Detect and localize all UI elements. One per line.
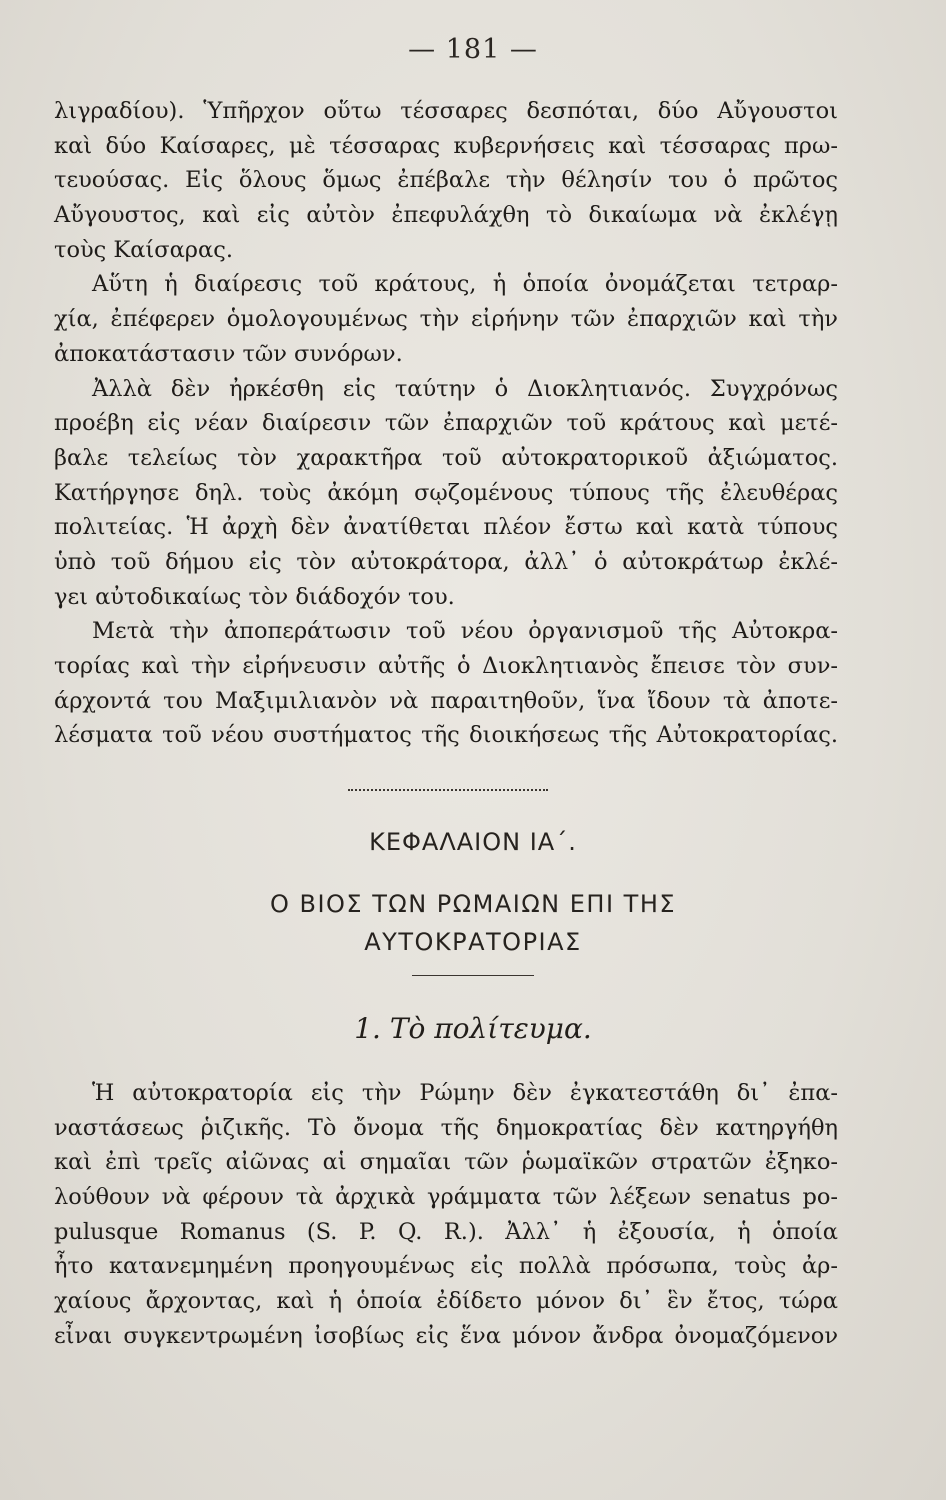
paragraph-line: ἀποκατάστασιν τῶν συνόρων. [54, 340, 403, 367]
paragraph-line: εἶναι συγκεντρωμένη ἰσοβίως εἰς ἕνα μόνον ἄνδρα ὀνομαζόμενον [54, 1322, 838, 1349]
paragraph-line: προέβη εἰς νέαν διαίρεσιν τῶν ἐπαρχιῶν τοῦ κράτους καὶ μετέ- [54, 410, 838, 437]
paragraph-line: λέσματα τοῦ νέου συστήματος τῆς διοικήσεως τῆς Αὐτοκρατορίας. [54, 722, 838, 749]
paragraph-line: καὶ δύο Καίσαρες, μὲ τέσσαρας κυβερνήσεις καὶ τέσσαρας πρω- [54, 132, 838, 159]
paragraph-line: ναστάσεως ῥιζικῆς. Τὸ ὄνομα τῆς δημοκρατίας δὲν κατηργήθη [54, 1114, 838, 1141]
paragraph-line: καὶ ἐπὶ τρεῖς αἰῶνας αἱ σημαῖαι τῶν ῥωμαϊκῶν στρατῶν ἐξηκο- [54, 1149, 838, 1176]
chapter-title-line: ΑΥΤΟΚΡΑΤΟΡΙΑΣ [364, 928, 582, 956]
upper-text-block [54, 94, 838, 753]
paragraph-line: Ἡ αὐτοκρατορία εἰς τὴν Ρώμην δὲν ἐγκατεστάθη δι᾽ ἐπα- [92, 1080, 838, 1106]
page-number: — 181 — [408, 34, 538, 65]
paragraph-line: πολιτείας. Ἡ ἀρχὴ δὲν ἀνατίθεται πλέον ἔστω καὶ κατὰ τύπους [54, 514, 838, 541]
paragraph-line: γει αὐτοδικαίως τὸν διάδοχόν του. [54, 583, 455, 610]
lower-text-block [54, 1076, 838, 1354]
paragraph-line: Ἀλλὰ δὲν ἠρκέσθη εἰς ταύτην ὁ Διοκλητιανός. Συγχρόνως [92, 375, 838, 402]
title-rule [412, 975, 534, 976]
paragraph-line: Αὕτη ἡ διαίρεσις τοῦ κράτους, ἡ ὁποία ὀνομάζεται τετραρ- [92, 271, 838, 298]
paragraph-line: Κατήργησε δηλ. τοὺς ἀκόμη σῳζομένους τύπους τῆς ἐλευθέρας [54, 479, 838, 506]
paragraph-line: ὑπὸ τοῦ δήμου εἰς τὸν αὐτοκράτορα, ἀλλ᾽ ὁ αὐτοκράτωρ ἐκλέ- [54, 548, 838, 575]
paragraph-line: τορίας καὶ τὴν εἰρήνευσιν αὐτῆς ὁ Διοκλητιανὸς ἔπεισε τὸν συν- [54, 653, 838, 679]
paragraph-line: άρχοντά του Μαξιμιλιανὸν νὰ παραιτηθοῦν, ἵνα ἴδουν τὰ ἀποτε- [54, 687, 838, 714]
paragraph-line: χαίους ἄρχοντας, καὶ ἡ ὁποία ἐδίδετο μόνον δι᾽ ἓν ἔτος, τώρα [54, 1288, 838, 1315]
paragraph-line: pulusque Romanus (S. P. Q. R.). Ἀλλ᾽ ἡ ἐξουσία, ἡ ὁποία [54, 1218, 838, 1245]
chapter-label: ΚΕΦΑΛΑΙΟΝ ΙΑ΄. [369, 828, 577, 856]
paragraph-line: Αὔγουστος, καὶ εἰς αὐτὸν ἐπεφυλάχθη τὸ δικαίωμα νὰ ἐκλέγῃ [54, 202, 838, 229]
paragraph-line: λούθουν νὰ φέρουν τὰ ἀρχικὰ γράμματα τῶν λέξεων senatus po- [54, 1184, 838, 1211]
paragraph-line: τευούσας. Εἰς ὅλους ὅμως ἐπέβαλε τὴν θέλησίν του ὁ πρῶτος [54, 167, 838, 194]
paragraph-line: ἦτο κατανεμημένη προηγουμένως εἰς πολλὰ πρόσωπα, τοὺς ἀρ- [54, 1253, 838, 1280]
paragraph-line: βαλε τελείως τὸν χαρακτῆρα τοῦ αὐτοκρατορικοῦ ἀξιώματος. [54, 444, 838, 471]
chapter-title-line: Ο ΒΙΟΣ ΤΩΝ ΡΩΜΑΙΩΝ ΕΠΙ ΤΗΣ [269, 890, 677, 918]
section-heading: 1. Τὸ πολίτευμα. [354, 1012, 592, 1045]
paragraph-line: λιγραδίου). Ὑπῆρχον οὕτω τέσσαρες δεσπόται, δύο Αὔγουστοι [54, 98, 838, 124]
paragraph-line: Μετὰ τὴν ἀποπεράτωσιν τοῦ νέου ὀργανισμοῦ τῆς Αὐτοκρα- [92, 618, 838, 645]
dotted-separator [348, 789, 548, 791]
paragraph-line: τοὺς Καίσαρας. [54, 236, 233, 263]
paragraph-line: χία, ἐπέφερεν ὁμολογουμένως τὴν εἰρήνην τῶν ἐπαρχιῶν καὶ τὴν [54, 306, 838, 333]
